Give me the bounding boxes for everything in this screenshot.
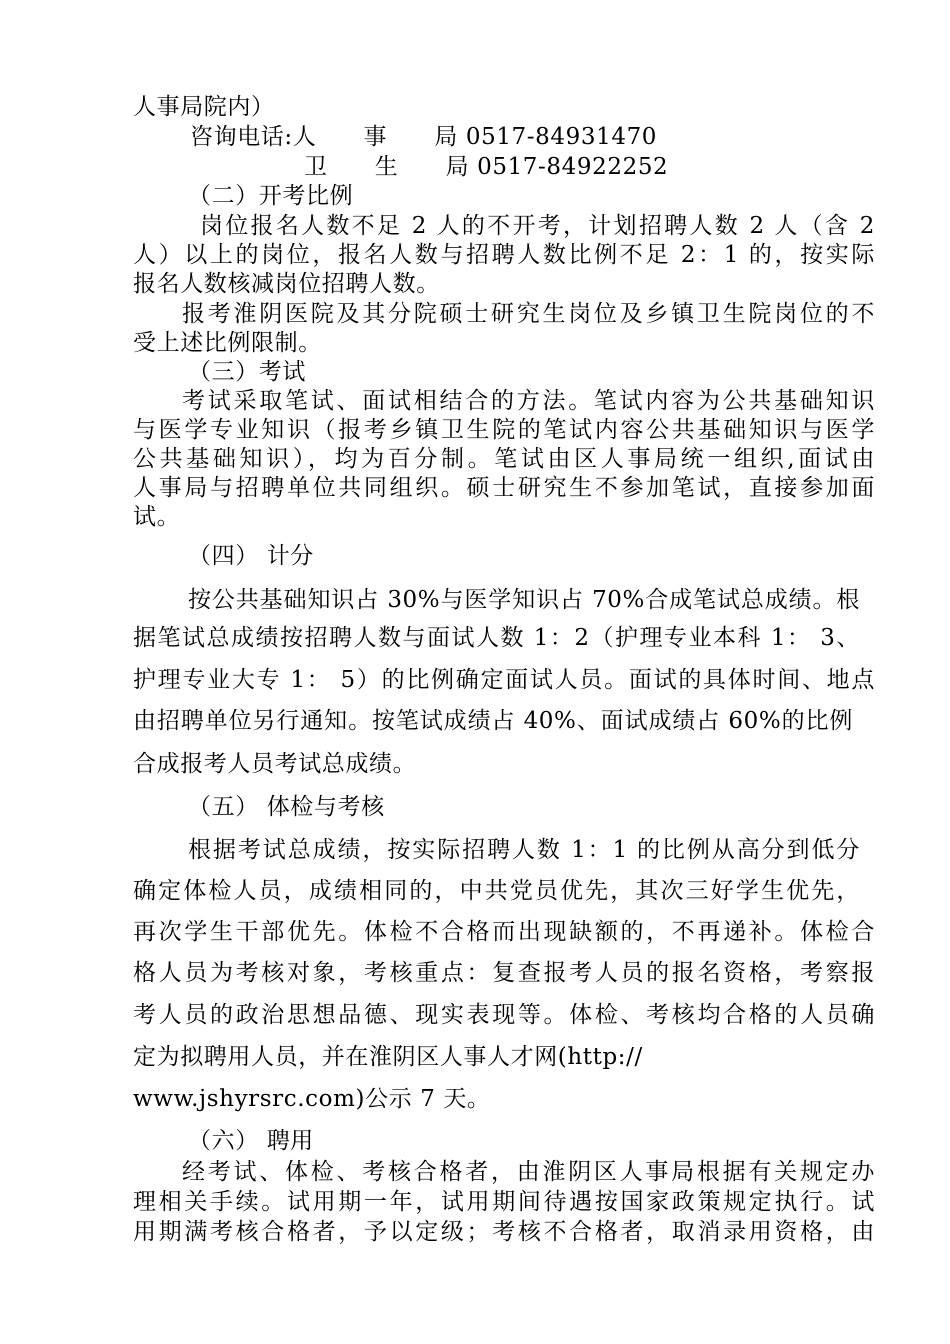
text-line: 人事局与招聘单位共同组织。硕士研究生不参加笔试，直接参加面 bbox=[133, 475, 875, 501]
text-line: 受上述比例限制。 bbox=[133, 330, 322, 356]
text-line: 人）以上的岗位，报名人数与招聘人数比例不足 2：1 的，按实际 bbox=[133, 242, 875, 268]
text-line: 考试采取笔试、面试相结合的方法。笔试内容为公共基础知识 bbox=[182, 388, 875, 414]
section-heading: （六） 聘用 bbox=[188, 1128, 314, 1154]
text-line: 合成报考人员考试总成绩。 bbox=[133, 751, 417, 777]
url-line: www.jshyrsrc.com)公示 7 天。 bbox=[133, 1086, 491, 1112]
text-line: 由招聘单位另行通知。按笔试成绩占 40%、面试成绩占 60%的比例 bbox=[133, 708, 853, 734]
text-line: 与医学专业知识（报考乡镇卫生院的笔试内容公共基础知识与医学 bbox=[133, 417, 875, 443]
section-heading: （四） 计分 bbox=[188, 543, 314, 569]
section-heading: （五） 体检与考核 bbox=[188, 794, 385, 820]
text-line: 格人员为考核对象，考核重点：复查报考人员的报名资格，考察报 bbox=[133, 960, 875, 986]
text-line: 定为拟聘用人员，并在淮阴区人事人才网(http:// bbox=[133, 1044, 643, 1070]
text-line: 试。 bbox=[133, 504, 181, 530]
text-line: 理相关手续。试用期一年，试用期间待遇按国家政策规定执行。试 bbox=[133, 1189, 875, 1215]
text-line: 人事局院内） bbox=[133, 94, 275, 120]
section-heading: （三）考试 bbox=[188, 359, 306, 385]
text-line: 报考淮阴医院及其分院硕士研究生岗位及乡镇卫生院岗位的不 bbox=[182, 301, 875, 327]
text-line: 护理专业大专 1： 5）的比例确定面试人员。面试的具体时间、地点 bbox=[133, 667, 875, 693]
phone-line-health: 卫 生 局 0517-84922252 bbox=[304, 154, 669, 180]
text-line: 用期满考核合格者，予以定级；考核不合格者，取消录用资格，由 bbox=[133, 1219, 875, 1245]
text-line: 经考试、体检、考核合格者，由淮阴区人事局根据有关规定办 bbox=[182, 1159, 875, 1185]
text-line: 按公共基础知识占 30%与医学知识占 70%合成笔试总成绩。根 bbox=[188, 587, 860, 613]
phone-line-personnel: 咨询电话:人 事 局 0517-84931470 bbox=[190, 124, 658, 150]
text-line: 报名人数核减岗位招聘人数。 bbox=[133, 271, 440, 297]
text-line: 确定体检人员，成绩相同的，中共党员优先，其次三好学生优先， bbox=[133, 878, 860, 904]
section-heading: （二）开考比例 bbox=[188, 183, 354, 209]
text-line: 再次学生干部优先。体检不合格而出现缺额的，不再递补。体检合 bbox=[133, 919, 875, 945]
text-line: 考人员的政治思想品德、现实表现等。体检、考核均合格的人员确 bbox=[133, 1002, 875, 1028]
text-line: 公共基础知识），均为百分制。笔试由区人事局统一组织,面试由 bbox=[133, 446, 875, 472]
text-line: 根据考试总成绩，按实际招聘人数 1：1 的比例从高分到低分 bbox=[188, 837, 860, 863]
text-line: 据笔试总成绩按招聘人数与面试人数 1：2（护理专业本科 1： 3、 bbox=[133, 625, 860, 651]
text-line: 岗位报名人数不足 2 人的不开考，计划招聘人数 2 人（含 2 bbox=[200, 213, 875, 239]
